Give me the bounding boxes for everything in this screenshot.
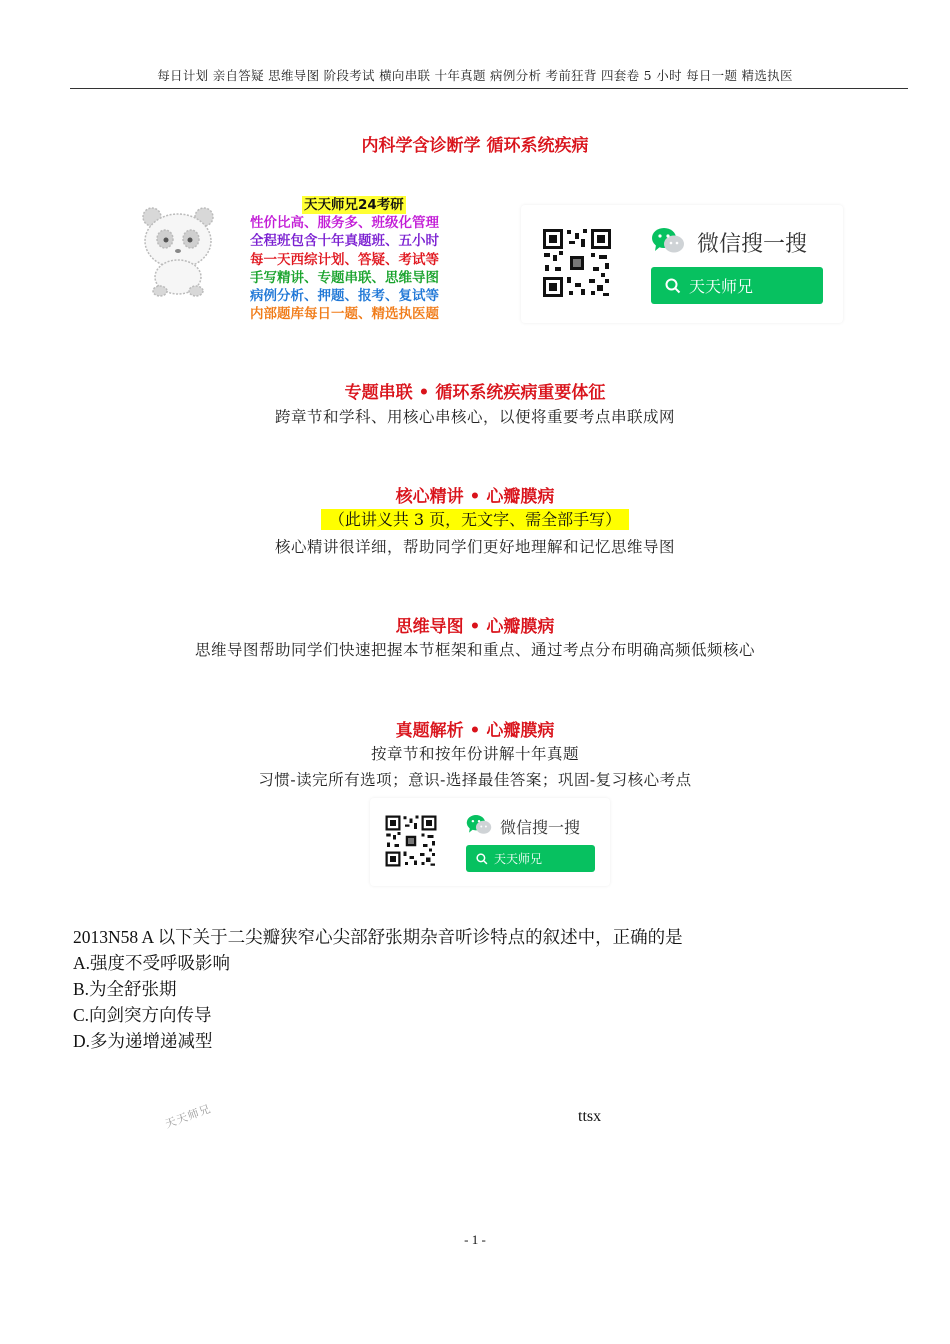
section-title: 核心精讲 • 心瓣膜病: [395, 487, 555, 507]
section-desc: 按章节和按年份讲解十年真题: [370, 745, 579, 763]
header-nav-text: 每日计划 亲自答疑 思维导图 阶段考试 横向串联 十年真题 病例分析 考前狂背 四套卷 5 小时 每日一题 精选执医: [157, 68, 793, 83]
section-desc: 思维导图帮助同学们快速把握本节框架和重点、通过考点分布明确高频低频核心: [194, 641, 755, 659]
promo-text-block: [250, 196, 480, 323]
question-option: C.向剑突方向传导: [73, 1005, 212, 1025]
qr-code-icon: [384, 814, 438, 868]
document-title: 内科学含诊断学 循环系统疾病: [361, 136, 589, 156]
section-desc-secondary: 习惯-读完所有选项；意识-选择最佳答案；巩固-复习核心考点: [258, 771, 692, 789]
wechat-search-button[interactable]: [651, 267, 823, 304]
section-desc: 核心精讲很详细，帮助同学们更好地理解和记忆思维导图: [274, 538, 675, 556]
promo-title: 天天师兄24考研: [304, 197, 404, 213]
wechat-logo-icon: [466, 814, 492, 836]
search-icon: [476, 853, 488, 865]
wechat-search-card-small[interactable]: [370, 798, 610, 886]
section-note: （此讲义共 3 页，无文字、需全部手写）: [321, 509, 629, 530]
section-title: 专题串联 • 循环系统疾病重要体征: [344, 383, 606, 403]
promo-line: 病例分析、押题、报考、复试等: [250, 288, 439, 305]
question-option: D.多为递增递减型: [73, 1031, 213, 1051]
question-option: A.强度不受呼吸影响: [73, 953, 231, 973]
section-title: 真题解析 • 心瓣膜病: [395, 721, 555, 741]
panda-mascot-icon: [138, 205, 218, 297]
qr-code-icon: [541, 227, 613, 299]
wechat-brand-label: 微信搜一搜: [697, 232, 808, 257]
wechat-search-button[interactable]: [466, 845, 595, 872]
exam-question: [73, 924, 683, 1054]
footer-mark: ttsx: [578, 1108, 602, 1125]
wechat-search-label: 天天师兄: [494, 852, 543, 866]
header-divider: [70, 88, 908, 89]
promo-line: 每一天西综计划、答疑、考试等: [250, 251, 439, 268]
search-icon: [665, 278, 681, 294]
promo-line: 性价比高、服务多、班级化管理: [250, 215, 439, 232]
wechat-search-card[interactable]: [521, 205, 843, 323]
section-desc: 跨章节和学科、用核心串核心，以便将重要考点串联成网: [274, 408, 675, 426]
wechat-brand-label: 微信搜一搜: [500, 818, 581, 837]
wechat-search-label: 天天师兄: [689, 277, 754, 296]
page-number: - 1 -: [464, 1232, 486, 1247]
watermark-text: 天天师兄: [163, 1102, 213, 1131]
question-option: B.为全舒张期: [73, 979, 177, 999]
wechat-logo-icon: [651, 227, 685, 255]
section-title: 思维导图 • 心瓣膜病: [395, 617, 555, 637]
promo-line: 内部题库每日一题、精选执医题: [250, 306, 439, 323]
promo-line: 全程班包含十年真题班、五小时: [250, 233, 439, 250]
promo-line: 手写精讲、专题串联、思维导图: [250, 269, 439, 286]
question-stem: 2013N58 A 以下关于二尖瓣狭窄心尖部舒张期杂音听诊特点的叙述中，正确的是: [73, 927, 683, 947]
